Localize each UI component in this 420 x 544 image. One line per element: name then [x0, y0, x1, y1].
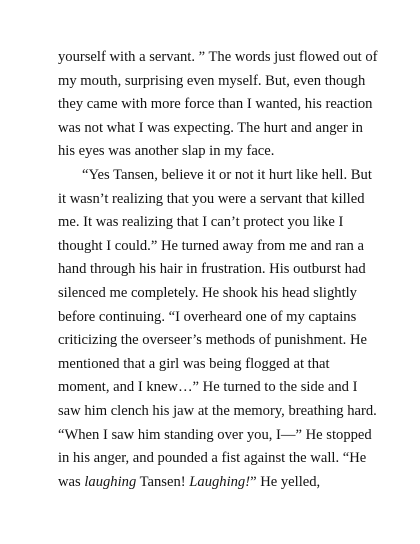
text-line [58, 471, 378, 495]
emphasized-text: laughing [84, 473, 137, 490]
text-line [58, 353, 378, 377]
text-segment: saw him clench his jaw at the memory, breathing hard. [58, 402, 377, 419]
text-segment: moment, and I knew…” He turned to the side and I [58, 379, 358, 396]
text-line [58, 211, 378, 235]
text-line [58, 306, 378, 330]
text-segment: mentioned that a girl was being flogged at that [58, 355, 330, 372]
text-line [58, 46, 378, 70]
text-segment: his eyes was another slap in my face. [58, 143, 275, 160]
text-segment: thought I could.” He turned away from me and ran a [58, 237, 364, 254]
emphasized-text: Laughing! [189, 473, 251, 490]
text-segment: yourself with a servant. ” The words just flowed out of [58, 49, 378, 65]
text-line [58, 188, 378, 212]
text-line [58, 93, 378, 117]
text-segment: criticizing the overseer’s methods of punishment. He [58, 332, 367, 349]
text-line [58, 329, 378, 353]
text-segment: ” He yelled, [250, 473, 321, 490]
text-segment: was [58, 473, 85, 490]
text-segment: in his anger, and pounded a fist against the wall. “He [58, 450, 367, 467]
text-segment: “When I saw him standing over you, I—” He stopped [58, 426, 372, 443]
text-line [58, 140, 378, 164]
text-line [58, 447, 378, 471]
text-segment: my mouth, surprising even myself. But, even though [58, 72, 366, 89]
text-line [58, 282, 378, 306]
text-segment: me. It was realizing that I can’t protect you like I [58, 214, 344, 231]
text-segment: before continuing. “I overheard one of my captains [58, 308, 357, 325]
text-line [58, 117, 378, 141]
text-segment: silenced me completely. He shook his head slightly [58, 284, 357, 301]
text-segment: hand through his hair in frustration. His outburst had [58, 261, 366, 278]
text-line [58, 376, 378, 400]
text-segment: Tansen! [136, 473, 190, 490]
text-line [58, 400, 378, 424]
body-text [58, 46, 378, 494]
text-segment: “Yes Tansen, believe it or not it hurt like hell. But [82, 166, 372, 183]
text-line [58, 235, 378, 259]
text-segment: was not what I was expecting. The hurt and anger in [58, 119, 363, 136]
text-line [58, 164, 378, 188]
text-line [58, 70, 378, 94]
text-segment: it wasn’t realizing that you were a servant that killed [58, 190, 365, 207]
text-segment: they came with more force than I wanted, his reaction [58, 96, 373, 113]
text-line [58, 424, 378, 448]
text-line [58, 258, 378, 282]
